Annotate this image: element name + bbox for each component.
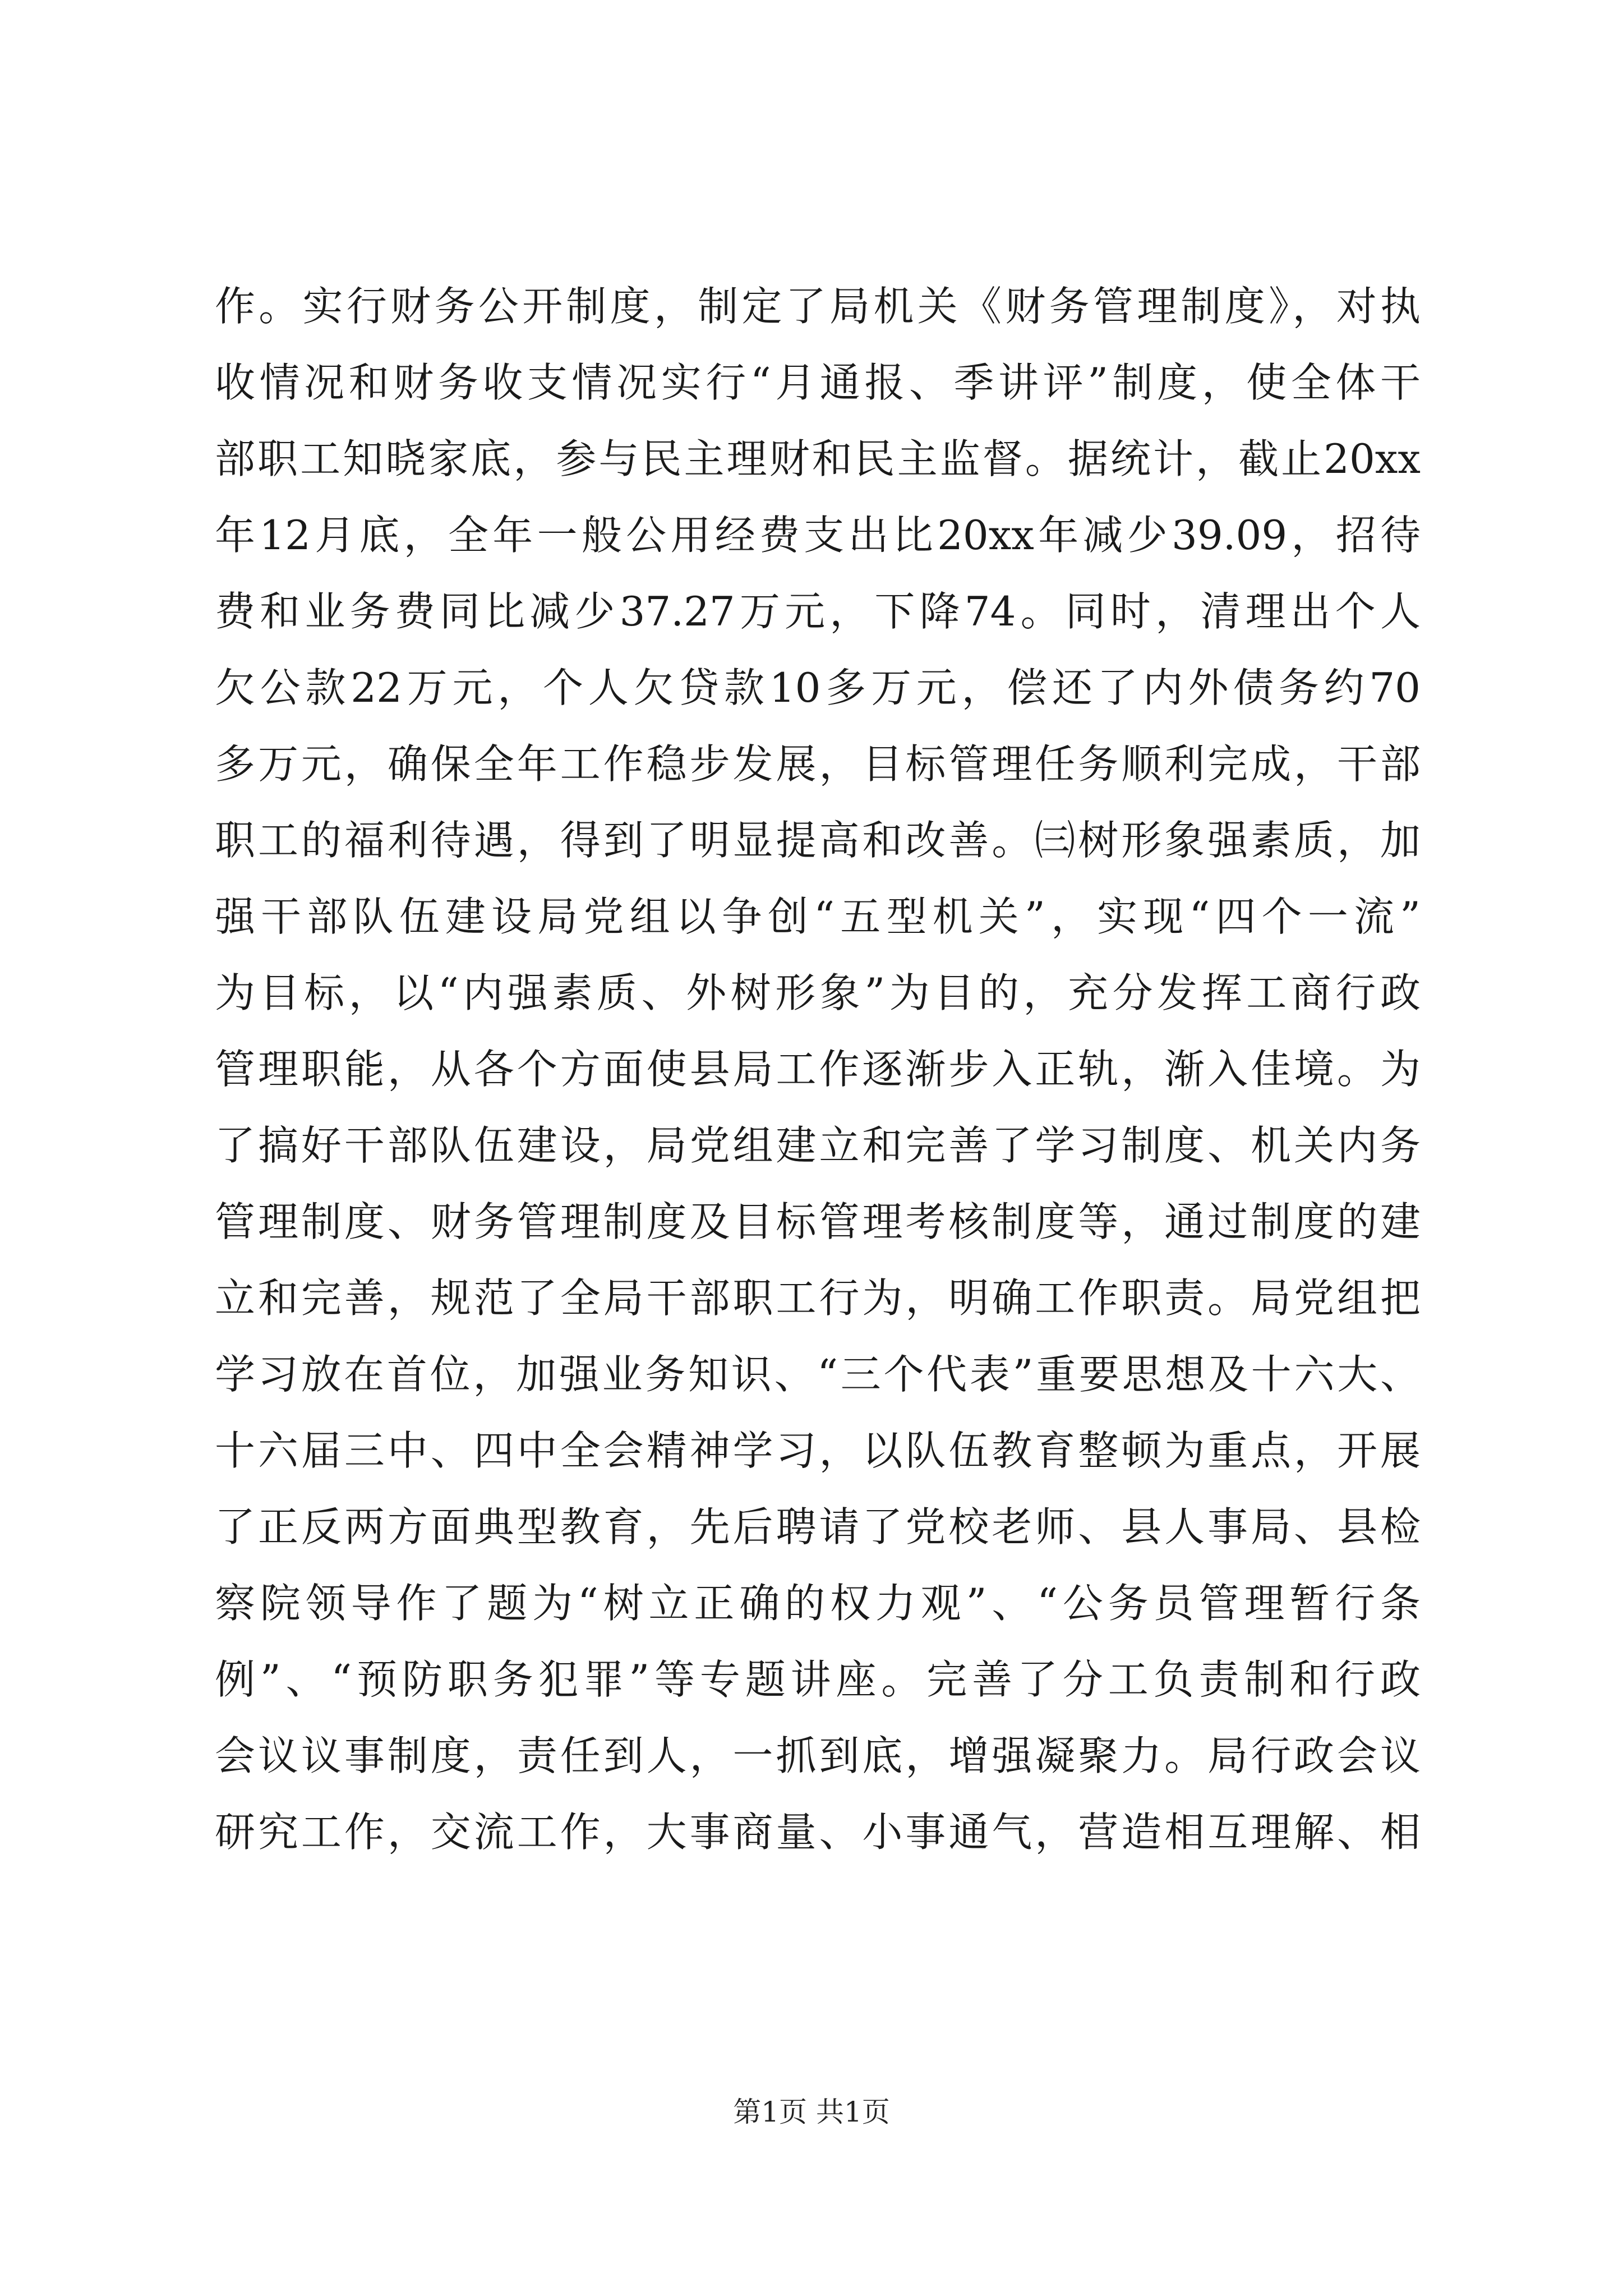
text-line: 欠公款22万元，个人欠贷款10多万元，偿还了内外债务约70 (215, 664, 1421, 711)
text-line: 职工的福利待遇，得到了明显提高和改善。㈢树形象强素质，加 (215, 817, 1421, 864)
text-line: 强干部队伍建设局党组以争创“五型机关”，实现“四个一流” (215, 893, 1421, 940)
text-line: 多万元，确保全年工作稳步发展，目标管理任务顺利完成，干部 (215, 740, 1421, 788)
document-body (215, 268, 1421, 1870)
text-line: 了正反两方面典型教育，先后聘请了党校老师、县人事局、县检 (215, 1503, 1421, 1550)
text-line: 管理制度、财务管理制度及目标管理考核制度等，通过制度的建 (215, 1198, 1421, 1245)
text-line: 察院领导作了题为“树立正确的权力观”、“公务员管理暂行条 (215, 1580, 1421, 1627)
text-line: 作。实行财务公开制度，制定了局机关《财务管理制度》，对执 (215, 283, 1421, 330)
text-line: 年12月底，全年一般公用经费支出比20xx年减少39.09，招待 (215, 512, 1421, 559)
text-line: 研究工作，交流工作，大事商量、小事通气，营造相互理解、相 (215, 1809, 1421, 1856)
page-footer (0, 2092, 1623, 2132)
text-line: 十六届三中、四中全会精神学习，以队伍教育整顿为重点，开展 (215, 1427, 1421, 1474)
text-line: 立和完善，规范了全局干部职工行为，明确工作职责。局党组把 (215, 1274, 1421, 1322)
text-line: 费和业务费同比减少37.27万元，下降74。同时，清理出个人 (215, 588, 1421, 635)
page-number: 第1页 共1页 (733, 2096, 890, 2128)
text-line: 例”、“预防职务犯罪”等专题讲座。完善了分工负责制和行政 (215, 1656, 1421, 1703)
text-line: 收情况和财务收支情况实行“月通报、季讲评”制度，使全体干 (215, 359, 1421, 406)
text-line: 为目标，以“内强素质、外树形象”为目的，充分发挥工商行政 (215, 969, 1421, 1016)
text-line: 了搞好干部队伍建设，局党组建立和完善了学习制度、机关内务 (215, 1122, 1421, 1169)
text-line: 学习放在首位，加强业务知识、“三个代表”重要思想及十六大、 (215, 1351, 1421, 1398)
text-line: 部职工知晓家底，参与民主理财和民主监督。据统计，截止20xx (215, 435, 1421, 482)
text-line: 管理职能，从各个方面使县局工作逐渐步入正轨，渐入佳境。为 (215, 1046, 1421, 1093)
text-line: 会议议事制度，责任到人，一抓到底，增强凝聚力。局行政会议 (215, 1732, 1421, 1779)
